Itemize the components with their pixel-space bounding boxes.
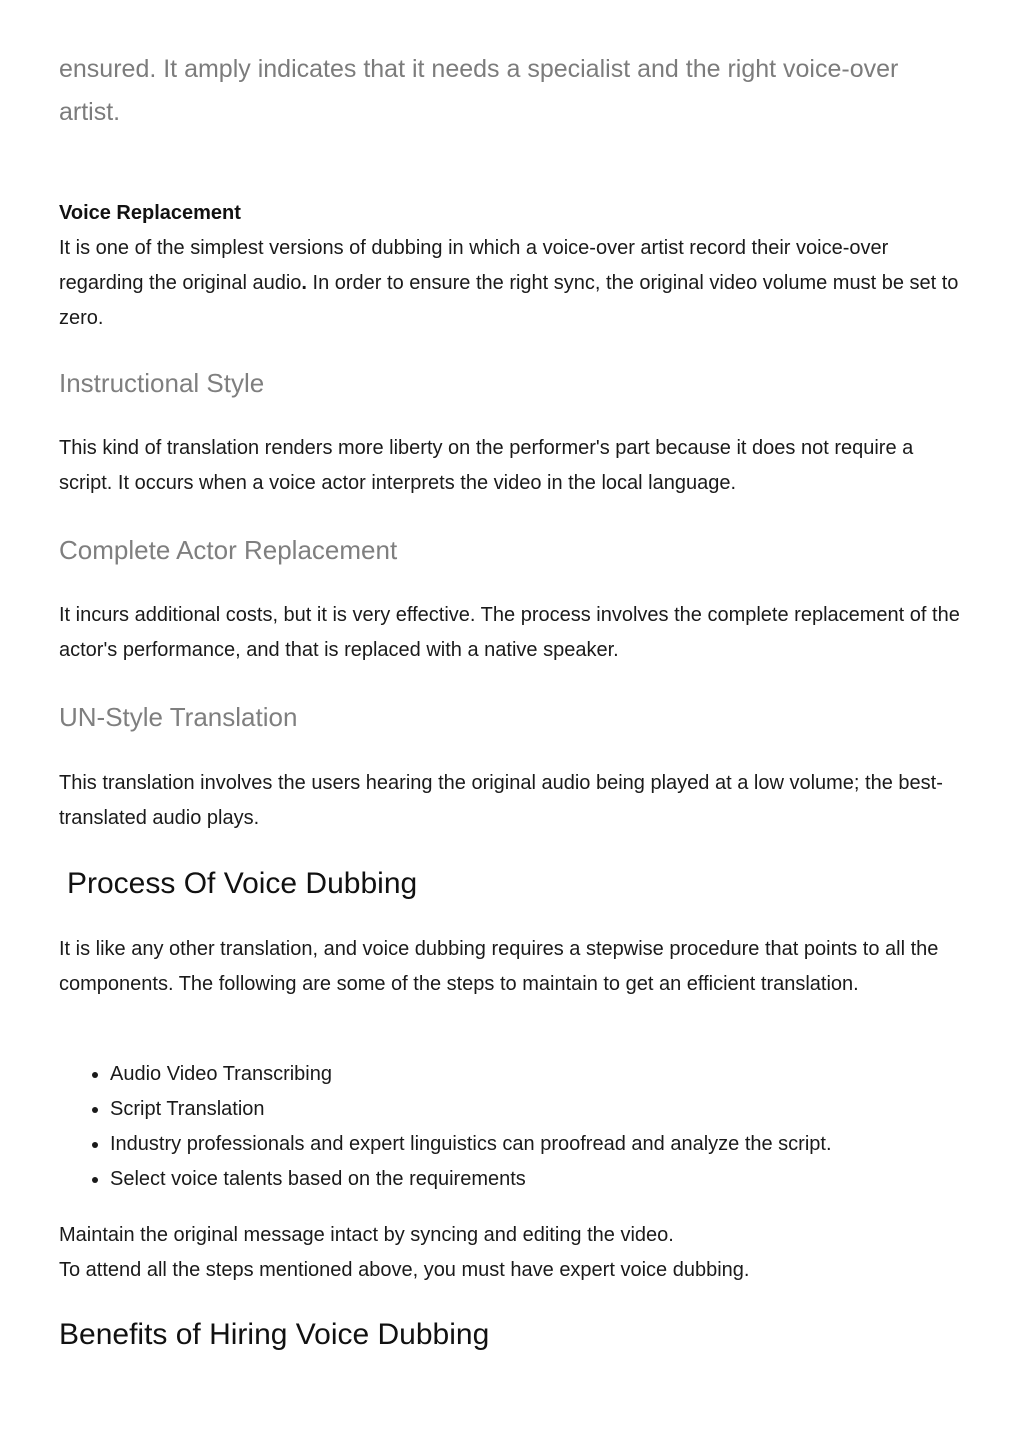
voice-replacement-text-part-1: It is one of the simplest versions of dubbing in which a voice-over artist record their voice-over regarding the original audio	[59, 237, 889, 294]
intro-continuation-paragraph: ensured. It amply indicates that it needs a specialist and the right voice-over artist.	[59, 55, 899, 126]
voice-replacement-paragraph	[59, 231, 971, 336]
complete-actor-replacement-heading: Complete Actor Replacement	[59, 535, 398, 565]
voice-replacement-text-part-2: In order to ensure the right sync, the original video volume must be set to zero.	[59, 272, 959, 329]
process-steps-list	[59, 1057, 1022, 1197]
list-item: • Industry professionals and expert linguistics can proofread and analyze the script.	[110, 1127, 1022, 1162]
voice-replacement-heading: Voice Replacement	[59, 202, 241, 224]
un-style-translation-paragraph: This translation involves the users hearing the original audio being played at a low volume; the best-translated audio plays.	[59, 772, 943, 829]
process-closing-line-2: To attend all the steps mentioned above, you must have expert voice dubbing.	[59, 1259, 750, 1281]
process-of-voice-dubbing-heading: Process Of Voice Dubbing	[67, 867, 418, 900]
un-style-translation-heading: UN-Style Translation	[59, 702, 298, 732]
complete-actor-replacement-paragraph: It incurs additional costs, but it is very effective. The process involves the complete replacement of the actor's performance, and that is replaced with a native speaker.	[59, 604, 960, 661]
list-item: • Script Translation	[110, 1092, 1022, 1127]
benefits-of-hiring-heading: Benefits of Hiring Voice Dubbing	[59, 1318, 490, 1351]
process-intro-paragraph: It is like any other translation, and voice dubbing requires a stepwise procedure that points to all the components. The following are some of the steps to maintain to get an efficient translation.	[59, 938, 939, 995]
process-closing-line-1: Maintain the original message intact by syncing and editing the video.	[59, 1224, 674, 1246]
process-closing-paragraph	[59, 1218, 971, 1288]
list-item: • Select voice talents based on the requirements	[110, 1162, 1022, 1197]
voice-replacement-bold-period: .	[301, 272, 307, 294]
list-item: • Audio Video Transcribing	[110, 1057, 1022, 1092]
voice-replacement-section	[59, 196, 971, 336]
instructional-style-heading: Instructional Style	[59, 368, 265, 398]
instructional-style-paragraph: This kind of translation renders more liberty on the performer's part because it does not require a script. It occurs when a voice actor interprets the video in the local language.	[59, 437, 914, 494]
